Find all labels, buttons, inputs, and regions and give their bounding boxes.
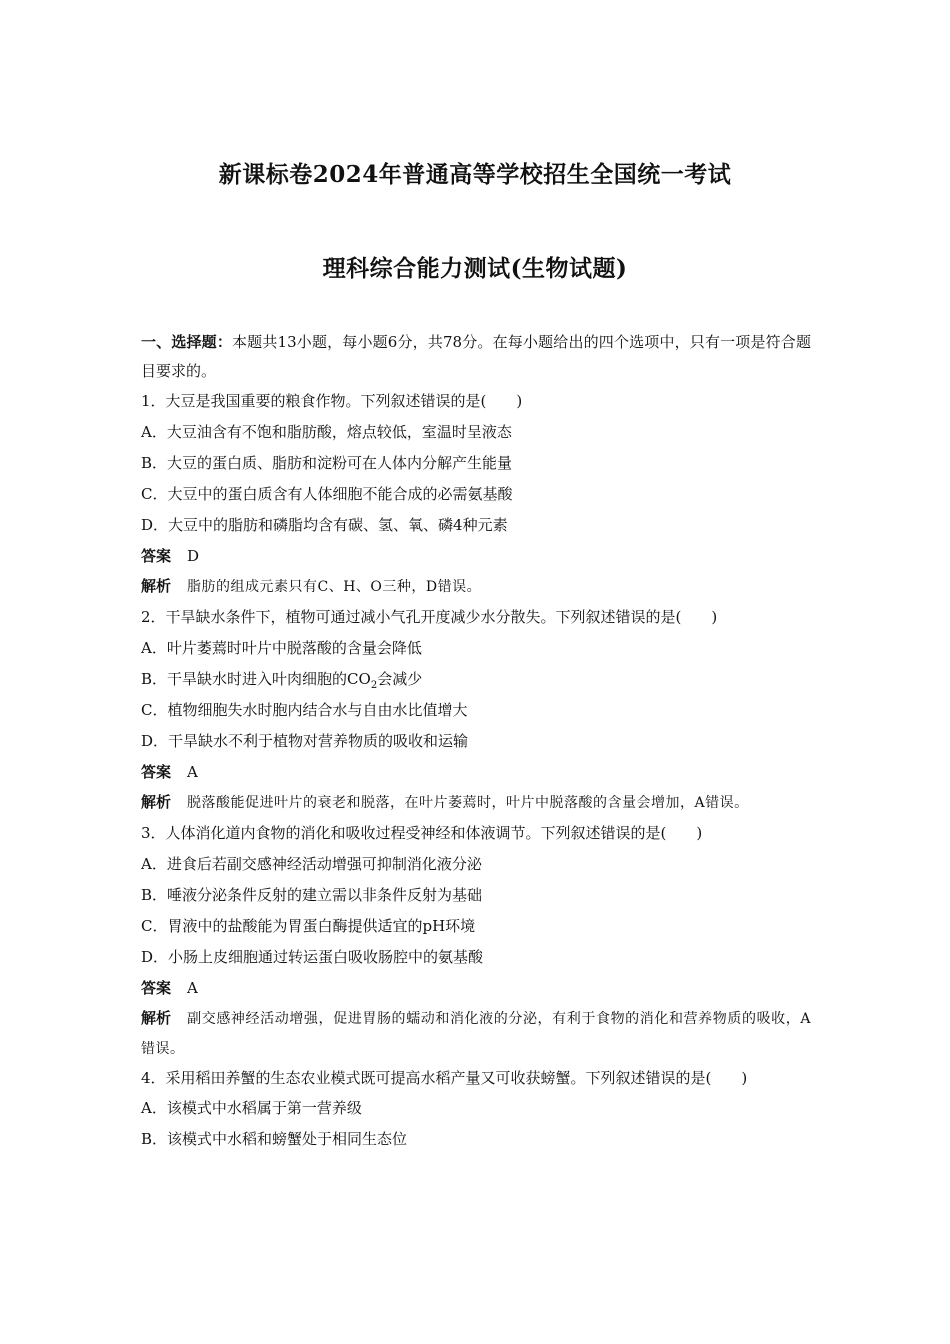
answer-label: 答案 — [141, 979, 172, 997]
analysis-label: 解析 — [141, 793, 172, 811]
question-1-analysis — [141, 572, 811, 602]
option-b-text: B．干旱缺水时进入叶肉细胞的CO — [141, 670, 371, 688]
question-3-option-b: B．唾液分泌条件反射的建立需以非条件反射为基础 — [141, 886, 483, 904]
option-b-tail: 会减少 — [377, 670, 423, 688]
question-3-analysis — [141, 1004, 811, 1064]
answer-value: A — [187, 763, 198, 781]
section-heading: 一、选择题： — [141, 333, 233, 351]
answer-value: D — [187, 547, 200, 565]
question-4-option-b: B．该模式中水稻和螃蟹处于相同生态位 — [141, 1130, 408, 1148]
analysis-text: 脂肪的组成元素只有C、H、O三种，D错误。 — [187, 579, 482, 595]
exam-content — [141, 328, 811, 1155]
question-1-option-c: C．大豆中的蛋白质含有人体细胞不能合成的必需氨基酸 — [141, 485, 513, 503]
question-2-stem: 2．干旱缺水条件下，植物可通过减小气孔开度减少水分散失。下列叙述错误的是( ) — [141, 608, 718, 626]
answer-label: 答案 — [141, 763, 172, 781]
question-3-option-c: C．胃液中的盐酸能为胃蛋白酶提供适宜的pH环境 — [141, 917, 476, 935]
question-2-option-b — [141, 664, 811, 695]
answer-label: 答案 — [141, 547, 172, 565]
question-2-option-c: C．植物细胞失水时胞内结合水与自由水比值增大 — [141, 701, 468, 719]
question-4-option-a: A．该模式中水稻属于第一营养级 — [141, 1099, 362, 1117]
question-3-answer — [141, 973, 811, 1004]
question-2-option-d: D．干旱缺水不利于植物对营养物质的吸收和运输 — [141, 732, 469, 750]
question-4-stem: 4．采用稻田养蟹的生态农业模式既可提高水稻产量又可收获螃蟹。下列叙述错误的是( ) — [141, 1069, 748, 1087]
answer-value: A — [187, 979, 198, 997]
analysis-label: 解析 — [141, 577, 172, 595]
question-1-option-b: B．大豆的蛋白质、脂肪和淀粉可在人体内分解产生能量 — [141, 454, 513, 472]
analysis-text: 副交感神经活动增强，促进胃肠的蠕动和消化液的分泌，有利于食物的消化和营养物质的吸收，A错误。 — [141, 1011, 811, 1057]
question-3-option-a: A．进食后若副交感神经活动增强可抑制消化液分泌 — [141, 855, 482, 873]
section-intro — [141, 328, 811, 386]
page-subtitle: 理科综合能力测试(生物试题) — [322, 255, 628, 282]
analysis-text: 脱落酸能促进叶片的衰老和脱落，在叶片萎蔫时，叶片中脱落酸的含量会增加，A错误。 — [187, 795, 749, 811]
question-1-option-a: A．大豆油含有不饱和脂肪酸，熔点较低，室温时呈液态 — [141, 423, 512, 441]
question-1-stem: 1．大豆是我国重要的粮食作物。下列叙述错误的是( ) — [141, 392, 523, 410]
analysis-label: 解析 — [141, 1009, 172, 1027]
question-1-option-d: D．大豆中的脂肪和磷脂均含有碳、氢、氧、磷4种元素 — [141, 516, 508, 534]
question-1-answer — [141, 541, 811, 572]
question-3-stem: 3．人体消化道内食物的消化和吸收过程受神经和体液调节。下列叙述错误的是( ) — [141, 824, 703, 842]
question-2-analysis — [141, 788, 811, 818]
section-intro-text: 本题共13小题，每小题6分，共78分。在每小题给出的四个选项中，只有一项是符合题目要求的。 — [141, 333, 811, 380]
question-3-option-d: D．小肠上皮细胞通过转运蛋白吸收肠腔中的氨基酸 — [141, 948, 484, 966]
page-title: 新课标卷2024年普通高等学校招生全国统一考试 — [218, 161, 732, 188]
question-2-option-a: A．叶片萎蔫时叶片中脱落酸的含量会降低 — [141, 639, 422, 657]
co2-subscript: 2 — [370, 680, 378, 691]
question-2-answer — [141, 757, 811, 788]
